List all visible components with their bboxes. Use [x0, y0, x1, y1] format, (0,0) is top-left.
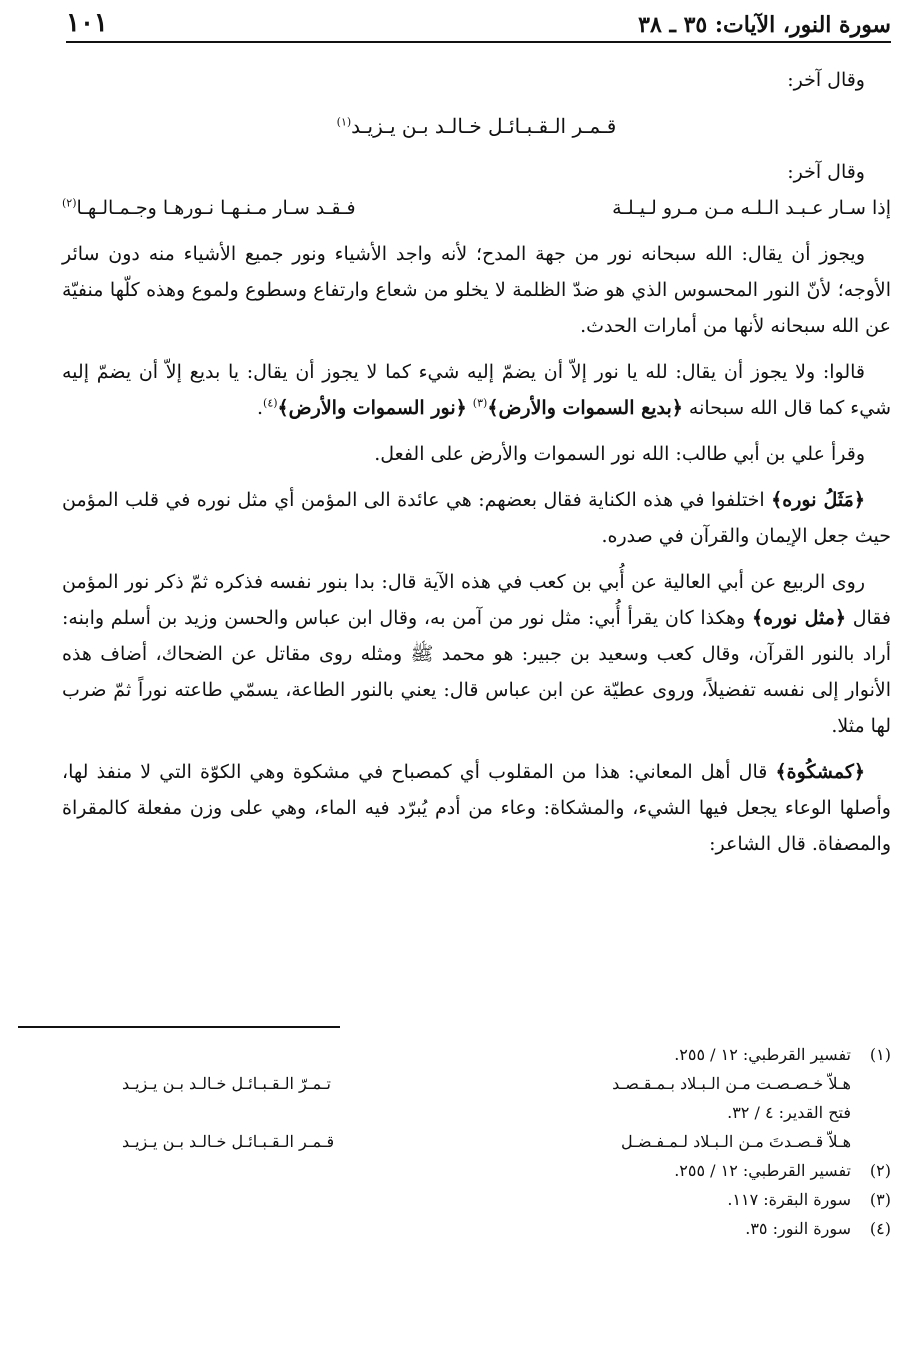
footnote-item: [62, 1040, 891, 1069]
footnote-verse: [62, 1127, 891, 1156]
footnote-item: [62, 1214, 891, 1243]
footnote-verse: [62, 1069, 891, 1098]
verse-hemistich-left: [62, 190, 356, 226]
paragraph: [62, 354, 891, 426]
paragraph-text: روى الربيع عن أبي العالية عن أُبي بن كعب في هذه الآية قال: بدا بنور نفسه فذكره ثمّ ذكر نور المؤمن فقال: [62, 571, 892, 629]
footnote-item: [62, 1098, 891, 1127]
main-text: [62, 62, 891, 862]
footnote-text: تفسير القرطبي: ١٢ / ٢٥٥.: [674, 1161, 851, 1180]
paragraph: [62, 754, 891, 862]
paragraph-text: .: [256, 397, 264, 419]
footnote-text: سورة البقرة: ١١٧.: [727, 1190, 851, 1209]
footnotes: [62, 1040, 891, 1243]
footnote-number: (١): [869, 1045, 891, 1064]
verse-text: قـمـر الـقـبـائـل خـالـد بـن يـزيـد: [351, 114, 617, 138]
footnote-text: فتح القدير: ٤ / ٣٢.: [727, 1103, 851, 1122]
footnote-number: (٣): [869, 1190, 891, 1209]
quran-quote: ﴿كمشكُوة﴾: [775, 761, 865, 783]
running-title: سورة النور، الآيات: ٣٥ ـ ٣٨: [638, 12, 891, 38]
verse-hemistich-right: هـلاّ قـصـدتَ مـن الـبـلاد لـمـفـضـل: [621, 1132, 851, 1151]
footnote-ref: (١): [336, 115, 352, 129]
quran-quote: ﴿مثل نوره﴾: [751, 607, 847, 629]
paragraph-text: اختلفوا في هذه الكناية فقال بعضهم: هي عائدة الى المؤمن أي مثل نوره في قلب المؤمن حيث جعل الإيمان والقرآن في صدره.: [62, 489, 891, 547]
paragraph: ويجوز أن يقال: الله سبحانه نور من جهة المدح؛ لأنه واجد الأشياء ونور جميع الأشياء منه دون سائر الأوجه؛ لأنّ النور المحسوس الذي هو ضدّ الظلمة لا يخلو من شعاع وارتفاع وسطوع ولموع وهذه كلّها منفيّة عن الله سبحانه لأنها من أمارات الحدث.: [62, 243, 891, 337]
footnote-item: [62, 1185, 891, 1214]
poetry-verse: [62, 108, 891, 144]
paragraph-text: قال أهل المعاني: هذا من المقلوب أي كمصباح في مشكوة وهي الكوّة التي لا منفذ لها، وأصلها الوعاء يجعل فيها الشيء، والمشكاة: وعاء من أدم يُبرّد فيه الماء، وهي على وزن مفعلة كالمقراة والمصفاة. قال الشاعر:: [62, 761, 891, 855]
verse-hemistich-left: قـمـر الـقـبـائـل خـالـد بـن يـزيـد: [122, 1132, 335, 1151]
verse-hemistich-right: هـلاّ خـصـصـت مـن الـبـلاد بـمـقـصـد: [612, 1074, 851, 1093]
verse-hemistich-left: تـمـرّ الـقـبـائـل خـالـد بـن يـزيـد: [122, 1074, 331, 1093]
footnote-number: (٤): [869, 1219, 891, 1238]
quran-quote: ﴿مَثَلُ نوره﴾: [771, 489, 865, 511]
paragraph-text: قالوا: ولا يجوز أن يقال: لله يا نور إلاّ أن يضمّ إليه شيء كما لا يجوز أن يقال: يا بديع إلاّ أن يضمّ إليه شيء كما قال الله سبحانه: [62, 361, 891, 419]
paragraph: وقال آخر:: [787, 161, 865, 183]
footnote-ref: (٤): [263, 396, 278, 410]
quran-quote: ﴿بديع السموات والأرض﴾: [487, 397, 683, 419]
paragraph: وقرأ علي بن أبي طالب: الله نور السموات والأرض على الفعل.: [374, 443, 865, 465]
footnote-number-placeholder: [851, 1098, 891, 1127]
page-header: [66, 2, 891, 43]
footnote-item: [62, 1156, 891, 1185]
footnote-divider: [18, 1026, 340, 1028]
footnote-ref: (٢): [62, 196, 77, 210]
poetry-verse: [62, 190, 891, 226]
verse-text: فـقـد سـار مـنـهـا نـورهـا وجـمـالـهـا: [76, 197, 356, 219]
footnote-number: (٢): [869, 1161, 891, 1180]
footnote-ref: (٣): [472, 396, 488, 410]
paragraph-text: وهكذا كان يقرأ أُبي: مثل نور من آمن به، وقال ابن عباس والحسن وزيد بن أسلم وابنه: أراد بالنور القرآن، وقال كعب وسعيد بن جبير: هو محمد ﷺ ومثله روى مقاتل عن الضحاك، أضاف هذه الأنوار إلى نفسه تفضيلاً، وروى عطيّة عن ابن عباس قال: يعني بالنور الطاعة، يسمّي طاعته نوراً ثمّ ضرب لها مثلا.: [62, 607, 891, 737]
verse-hemistich-right: إذا سـار عـبـد الـلـه مـن مـرو لـيـلـة: [612, 197, 891, 219]
quran-quote: ﴿نور السموات والأرض﴾: [277, 397, 467, 419]
paragraph: وقال آخر:: [787, 69, 865, 91]
paragraph: [62, 564, 891, 744]
footnote-text: سورة النور: ٣٥.: [745, 1219, 851, 1238]
paragraph: [62, 482, 891, 554]
footnote-text: تفسير القرطبي: ١٢ / ٢٥٥.: [674, 1045, 851, 1064]
page-number: ١٠١: [66, 8, 108, 38]
